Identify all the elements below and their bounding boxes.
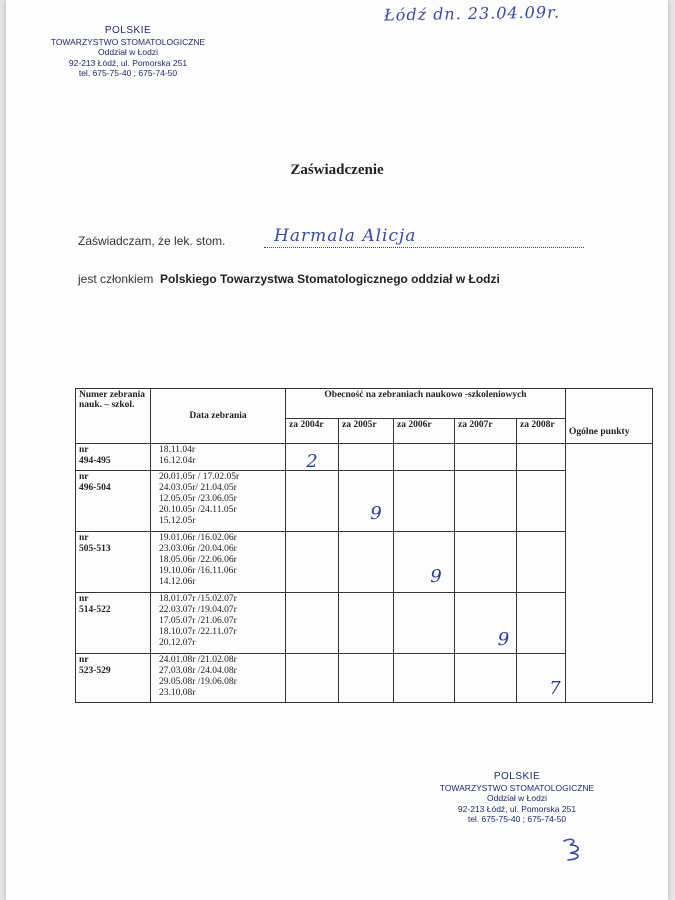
handwritten-points: 9 — [497, 629, 510, 650]
name-dotted-line — [264, 247, 584, 248]
handwritten-points: 9 — [430, 566, 442, 587]
meeting-date: 22.03.07r /19.04.07r — [159, 605, 237, 615]
row-number-cell — [76, 444, 151, 471]
meeting-date: 12.05.05r /23.06.05r — [159, 494, 237, 504]
year-header: za 2008r — [517, 418, 566, 443]
empty-cell — [339, 593, 394, 654]
header-stamp — [38, 26, 218, 79]
empty-cell — [455, 654, 517, 703]
empty-cell — [339, 532, 394, 593]
footer-stamp-line3: Oddział w Łodzi — [486, 793, 547, 803]
row-nr-label: nr — [79, 594, 89, 604]
header-stamp-line3: Oddział w Łodzi — [97, 47, 158, 57]
signature-mark — [560, 835, 590, 863]
meeting-date: 24.01.08r /21.02.08r — [159, 655, 237, 665]
empty-cell — [455, 471, 517, 532]
empty-cell — [286, 532, 339, 593]
row-range: 496-504 — [79, 483, 111, 493]
row-dates-cell — [151, 532, 286, 593]
points-cell-2007 — [455, 593, 517, 654]
handwritten-points: 7 — [549, 678, 561, 699]
row-nr-label: nr — [79, 445, 89, 455]
header-stamp-line5: tel. 675-75-40 ; 675-74-50 — [78, 68, 178, 78]
meeting-date: 23.03.06r /20.04.06r — [159, 544, 237, 554]
footer-stamp-line1: POLSKIE — [493, 771, 541, 782]
meeting-date: 18.01.07r /15.02.07r — [159, 594, 237, 604]
membership-line — [78, 272, 500, 286]
meeting-date: 19.10.06r /16.11.06r — [159, 566, 237, 576]
empty-cell — [394, 593, 455, 654]
empty-cell — [394, 654, 455, 703]
meeting-date: 15.12.05r — [159, 516, 196, 526]
meeting-date: 20.10.05r /24.11.05r — [159, 505, 237, 515]
col-attendance-header: Obecność na zebraniach naukowo -szkoleniowych — [286, 389, 566, 419]
header-stamp-line1: POLSKIE — [104, 25, 152, 36]
meeting-date: 24.03.05r/ 21.04.05r — [159, 483, 237, 493]
year-header: za 2006r — [394, 418, 455, 443]
meeting-date: 16.12.04r — [159, 456, 196, 466]
empty-cell — [517, 593, 566, 654]
year-header: za 2007r — [455, 418, 517, 443]
empty-cell — [286, 654, 339, 703]
meeting-date: 18.10.07r /22.11.07r — [159, 627, 237, 637]
row-range: 514-522 — [79, 605, 111, 615]
header-stamp-line2: TOWARZYSTWO STOMATOLOGICZNE — [50, 36, 206, 47]
document-page — [6, 0, 668, 900]
empty-cell — [339, 654, 394, 703]
empty-cell — [394, 471, 455, 532]
attendance-table — [75, 388, 653, 703]
footer-stamp-line5: tel. 675-75-40 ; 675-74-50 — [467, 814, 567, 824]
points-cell-2005 — [339, 471, 394, 532]
meeting-date: 17.05.07r /21.06.07r — [159, 616, 237, 626]
table-row — [76, 444, 653, 471]
society-name: Polskiego Towarzystwa Stomatologicznego oddział w Łodzi — [160, 272, 500, 286]
certify-text: Zaświadczam, że lek. stom. — [78, 234, 226, 248]
empty-cell — [339, 444, 394, 471]
handwritten-date: Łódź dn. 23.04.09r. — [383, 2, 561, 25]
empty-cell — [517, 444, 566, 471]
row-nr-label: nr — [79, 655, 89, 665]
meeting-date: 23.10.08r — [159, 688, 196, 698]
row-nr-label: nr — [79, 533, 89, 543]
handwritten-points: 9 — [370, 503, 382, 524]
row-number-cell — [76, 593, 151, 654]
points-cell-2006 — [394, 532, 455, 593]
row-number-cell — [76, 654, 151, 703]
empty-cell — [286, 593, 339, 654]
year-header: za 2005r — [339, 418, 394, 443]
meeting-date: 18.11.04r — [159, 445, 196, 455]
col-total-header: Ogólne punkty — [566, 389, 653, 444]
points-cell-2008 — [517, 654, 566, 703]
footer-stamp — [422, 772, 612, 825]
row-range: 494-495 — [79, 456, 111, 466]
row-dates-cell — [151, 593, 286, 654]
header-stamp-line4: 92-213 Łódź, ul. Pomorska 251 — [68, 57, 188, 68]
row-nr-label: nr — [79, 472, 89, 482]
empty-cell — [455, 532, 517, 593]
row-range: 523-529 — [79, 666, 111, 676]
meeting-date: 20.01.05r / 17.02.05r — [159, 472, 240, 482]
handwritten-points: 2 — [306, 450, 318, 472]
empty-cell — [394, 444, 455, 471]
row-dates-cell — [151, 444, 286, 471]
meeting-date: 18.05.06r /22.06.06r — [159, 555, 237, 565]
empty-cell — [455, 444, 517, 471]
col-dates-header: Data zebrania — [151, 389, 286, 444]
year-header: za 2004r — [286, 418, 339, 443]
meeting-date: 14.12.06r — [159, 577, 196, 587]
row-dates-cell — [151, 654, 286, 703]
document-title: Zaświadczenie — [290, 162, 384, 178]
meeting-date: 27.03.08r /24.04.08r — [159, 666, 237, 676]
meeting-date: 19.01.06r /16.02.06r — [159, 533, 237, 543]
row-dates-cell — [151, 471, 286, 532]
row-number-cell — [76, 471, 151, 532]
row-number-cell — [76, 532, 151, 593]
row-range: 505-513 — [79, 544, 111, 554]
total-points-cell — [566, 444, 653, 703]
membership-text: jest członkiem — [78, 272, 154, 286]
table-header-row — [76, 389, 653, 419]
footer-stamp-line2: TOWARZYSTWO STOMATOLOGICZNE — [439, 782, 595, 793]
meeting-date: 29.05.08r /19.06.08r — [159, 677, 237, 687]
member-name-handwritten: Harmala Alicja — [274, 226, 417, 246]
empty-cell — [517, 471, 566, 532]
points-cell-2004 — [286, 444, 339, 471]
meeting-date: 20.12.07r — [159, 638, 196, 648]
empty-cell — [517, 532, 566, 593]
empty-cell — [286, 471, 339, 532]
col-number-header: Numer zebrania nauk. – szkol. — [76, 389, 151, 444]
footer-stamp-line4: 92-213 Łódź, ul. Pomorska 251 — [457, 803, 577, 814]
